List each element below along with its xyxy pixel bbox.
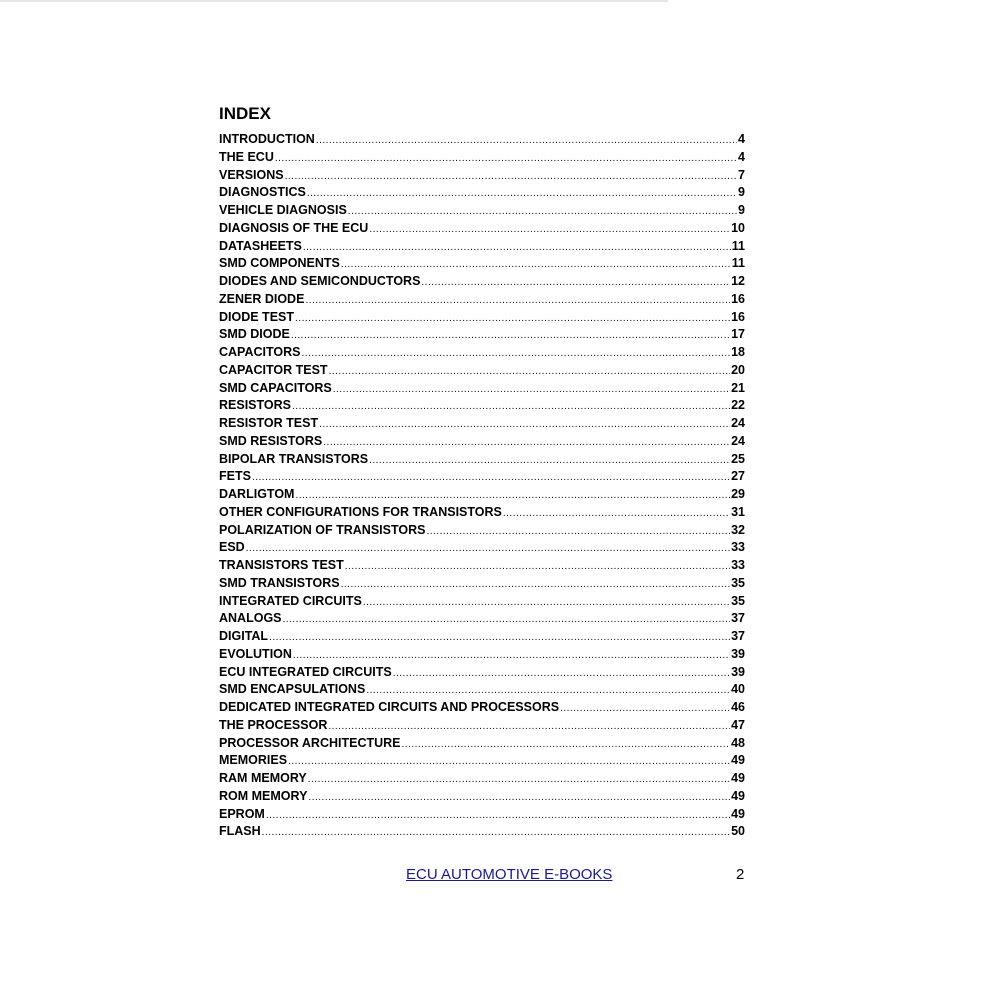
toc-entry-page: 49 (731, 771, 745, 785)
toc-entry (219, 221, 745, 239)
toc-entry-page: 24 (731, 416, 745, 430)
toc-dot-leader (363, 597, 730, 608)
toc-entry-label: SMD DIODE (219, 327, 290, 342)
toc-dot-leader (426, 526, 730, 537)
toc-entry-label: BIPOLAR TRANSISTORS (219, 451, 369, 466)
toc-entry-page: 31 (731, 504, 745, 519)
toc-entry-page: 4 (738, 149, 745, 164)
toc-entry (219, 168, 745, 186)
toc-dot-leader (275, 153, 737, 164)
toc-entry-label: DIODE TEST (219, 309, 295, 324)
toc-dot-leader (348, 206, 737, 217)
toc-dot-leader (345, 561, 730, 572)
toc-entry (219, 594, 745, 612)
toc-entry (219, 327, 745, 345)
toc-entry (219, 753, 745, 771)
toc-entry (219, 807, 745, 825)
toc-dot-leader (421, 277, 730, 288)
toc-entry-label: DEDICATED INTEGRATED CIRCUITS AND PROCESSORS (219, 700, 560, 714)
toc-entry-page: 21 (731, 380, 745, 395)
toc-entry-label: ECU INTEGRATED CIRCUITS (219, 664, 392, 679)
toc-dot-leader (341, 579, 730, 590)
toc-entry-label: RAM MEMORY (219, 771, 307, 785)
toc-entry-label: ZENER DIODE (219, 291, 305, 306)
table-of-contents (219, 132, 745, 842)
toc-entry (219, 629, 745, 647)
toc-dot-leader (295, 490, 730, 501)
toc-entry-label: VERSIONS (219, 167, 284, 182)
toc-entry (219, 469, 745, 487)
toc-entry (219, 736, 745, 754)
toc-entry-page: 33 (731, 540, 745, 555)
toc-entry-page: 24 (731, 433, 745, 448)
toc-entry-page: 35 (731, 575, 745, 590)
toc-dot-leader (323, 437, 730, 448)
toc-entry-label: CAPACITOR TEST (219, 362, 328, 377)
toc-entry-label: ESD (219, 540, 245, 555)
toc-entry-page: 25 (731, 451, 745, 466)
toc-dot-leader (302, 348, 731, 359)
toc-entry (219, 523, 745, 541)
toc-entry-page: 17 (731, 327, 745, 342)
toc-entry-label: RESISTOR TEST (219, 416, 319, 430)
toc-entry-page: 47 (731, 717, 745, 732)
toc-entry-label: OTHER CONFIGURATIONS FOR TRANSISTORS (219, 504, 502, 519)
toc-entry (219, 310, 745, 328)
toc-entry (219, 789, 745, 807)
top-scroll-edge (0, 0, 668, 2)
toc-entry-label: THE ECU (219, 149, 274, 164)
toc-entry (219, 558, 745, 576)
toc-entry (219, 150, 745, 168)
toc-dot-leader (293, 650, 730, 661)
toc-dot-leader (341, 259, 731, 270)
toc-entry (219, 363, 745, 381)
toc-entry (219, 718, 745, 736)
toc-entry (219, 398, 745, 416)
toc-dot-leader (560, 703, 730, 714)
toc-dot-leader (366, 685, 730, 696)
toc-dot-leader (252, 472, 730, 483)
toc-entry-page: 27 (731, 469, 745, 484)
toc-entry-label: SMD TRANSISTORS (219, 575, 340, 590)
toc-entry-label: PROCESSOR ARCHITECTURE (219, 735, 401, 750)
toc-entry-label: SMD COMPONENTS (219, 256, 340, 271)
toc-entry (219, 452, 745, 470)
toc-entry-page: 10 (731, 220, 745, 235)
toc-entry-page: 39 (731, 646, 745, 661)
toc-entry (219, 239, 745, 257)
toc-dot-leader (308, 774, 730, 785)
toc-entry-label: ANALOGS (219, 611, 282, 626)
toc-dot-leader (402, 739, 731, 750)
index-heading: INDEX (219, 104, 271, 123)
toc-dot-leader (246, 543, 730, 554)
toc-entry (219, 647, 745, 665)
toc-entry-page: 18 (731, 345, 745, 359)
toc-entry (219, 345, 745, 363)
toc-entry (219, 487, 745, 505)
toc-dot-leader (307, 188, 737, 199)
toc-entry-page: 22 (731, 398, 745, 413)
toc-dot-leader (292, 401, 730, 412)
toc-entry-label: FETS (219, 469, 251, 484)
toc-entry-label: DIAGNOSTICS (219, 185, 306, 200)
toc-entry-page: 48 (731, 735, 745, 750)
toc-entry-page: 4 (738, 132, 745, 146)
toc-entry-label: THE PROCESSOR (219, 717, 328, 732)
toc-entry (219, 292, 745, 310)
footer-page-number: 2 (736, 866, 745, 883)
toc-entry-label: INTEGRATED CIRCUITS (219, 593, 362, 608)
toc-entry-label: EPROM (219, 806, 265, 821)
toc-entry-page: 20 (731, 362, 745, 377)
toc-entry (219, 274, 745, 292)
toc-entry-page: 12 (731, 274, 745, 288)
toc-entry (219, 203, 745, 221)
toc-entry (219, 434, 745, 452)
toc-dot-leader (291, 330, 730, 341)
toc-dot-leader (328, 721, 730, 732)
toc-dot-leader (308, 792, 730, 803)
toc-entry (219, 771, 745, 789)
toc-dot-leader (503, 508, 730, 519)
toc-entry-page: 7 (738, 167, 745, 182)
toc-entry-page: 39 (731, 664, 745, 679)
toc-dot-leader (393, 668, 730, 679)
toc-entry-page: 9 (738, 203, 745, 217)
toc-entry-page: 40 (731, 682, 745, 697)
toc-dot-leader (329, 366, 731, 377)
toc-entry-label: DIAGNOSIS OF THE ECU (219, 220, 369, 235)
toc-dot-leader (303, 242, 731, 253)
toc-entry-page: 35 (731, 593, 745, 608)
toc-entry-label: DATASHEETS (219, 238, 302, 253)
toc-dot-leader (333, 384, 730, 395)
toc-dot-leader (305, 295, 730, 306)
toc-entry-label: POLARIZATION OF TRANSISTORS (219, 522, 426, 537)
toc-entry (219, 665, 745, 683)
toc-entry-label: SMD RESISTORS (219, 433, 323, 448)
toc-entry-page: 32 (731, 522, 745, 537)
toc-entry-page: 37 (731, 629, 745, 643)
toc-entry (219, 540, 745, 558)
toc-entry (219, 185, 745, 203)
toc-entry-label: VEHICLE DIAGNOSIS (219, 203, 347, 217)
toc-entry-label: SMD ENCAPSULATIONS (219, 682, 366, 697)
toc-dot-leader (369, 224, 730, 235)
toc-entry-page: 50 (731, 824, 745, 839)
toc-dot-leader (262, 827, 730, 838)
toc-entry-page: 49 (731, 806, 745, 821)
toc-dot-leader (269, 632, 730, 643)
toc-dot-leader (288, 756, 730, 767)
toc-entry-label: RESISTORS (219, 398, 292, 413)
toc-dot-leader (316, 135, 737, 146)
toc-entry (219, 576, 745, 594)
toc-dot-leader (369, 455, 730, 466)
toc-entry (219, 611, 745, 629)
toc-entry-label: CAPACITORS (219, 345, 301, 359)
toc-entry-page: 37 (731, 611, 745, 626)
toc-entry (219, 824, 745, 842)
footer-ebooks-link[interactable]: ECU AUTOMOTIVE E-BOOKS (406, 866, 613, 883)
toc-entry-page: 16 (731, 291, 745, 306)
toc-entry (219, 682, 745, 700)
toc-dot-leader (266, 810, 730, 821)
toc-entry (219, 416, 745, 434)
toc-entry (219, 505, 745, 523)
toc-entry (219, 256, 745, 274)
toc-entry-page: 29 (731, 487, 745, 501)
toc-entry-label: EVOLUTION (219, 646, 292, 661)
toc-entry-page: 33 (731, 558, 745, 572)
toc-dot-leader (319, 419, 730, 430)
toc-entry-page: 16 (731, 309, 745, 324)
toc-entry-label: TRANSISTORS TEST (219, 558, 344, 572)
toc-dot-leader (285, 171, 737, 182)
toc-entry-page: 46 (731, 700, 745, 714)
toc-entry-label: FLASH (219, 824, 261, 839)
toc-entry-label: DIODES AND SEMICONDUCTORS (219, 274, 421, 288)
toc-entry-label: SMD CAPACITORS (219, 380, 332, 395)
toc-entry-label: INTRODUCTION (219, 132, 315, 146)
toc-entry (219, 381, 745, 399)
toc-dot-leader (295, 313, 730, 324)
toc-entry-page: 11 (731, 238, 745, 253)
toc-entry-page: 11 (731, 256, 745, 271)
toc-entry-label: DARLIGTOM (219, 487, 295, 501)
toc-entry (219, 700, 745, 718)
toc-entry-page: 49 (731, 788, 745, 803)
toc-entry-label: ROM MEMORY (219, 788, 308, 803)
toc-entry-label: DIGITAL (219, 629, 269, 643)
toc-entry (219, 132, 745, 150)
toc-entry-label: MEMORIES (219, 753, 288, 768)
toc-entry-page: 49 (731, 753, 745, 768)
toc-dot-leader (283, 614, 731, 625)
toc-entry-page: 9 (738, 185, 745, 200)
